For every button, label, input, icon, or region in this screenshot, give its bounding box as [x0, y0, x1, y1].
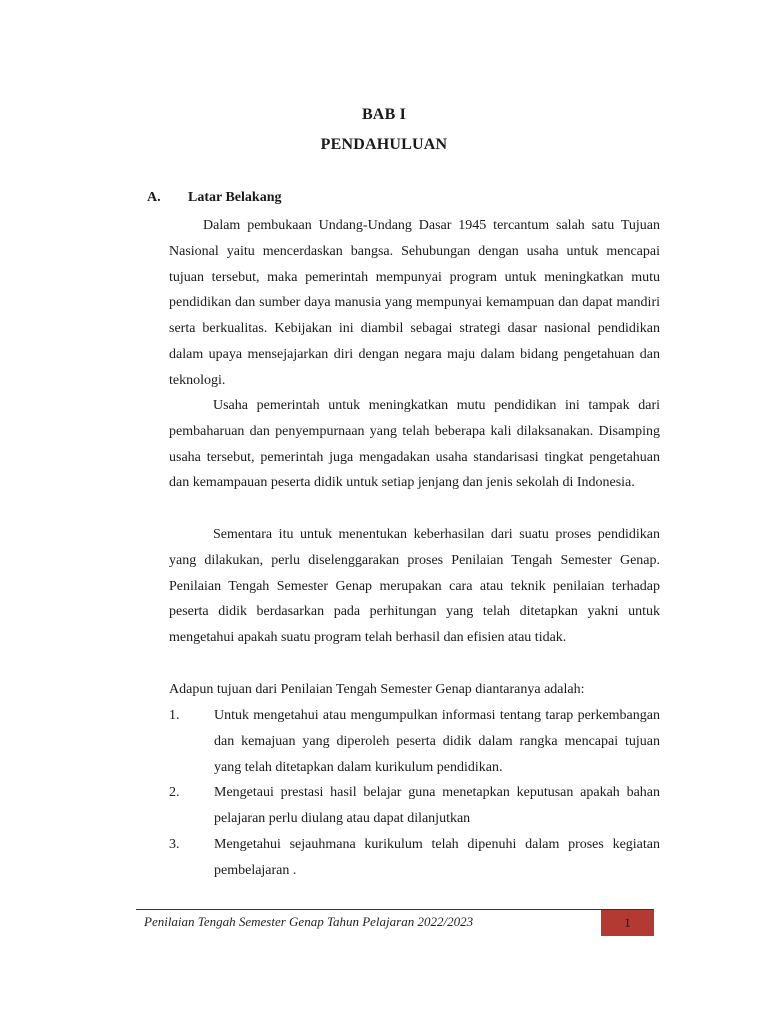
- paragraph: Sementara itu untuk menentukan keberhasilan dari suatu proses pendidikan yang dilakukan, perlu diselenggarakan proses Penilaian Tengah Semester Genap. Penilaian Tengah Semester Genap merupakan cara atau teknik penilaian terhadap peserta didik berdasarkan pada perhitungan yang telah ditetapkan yakni untuk mengetahui apakah suatu program telah berhasil dan efisien atau tidak.: [169, 527, 660, 646]
- list-number: 2.: [169, 785, 180, 801]
- footer-divider: [136, 909, 654, 910]
- section-heading: [147, 190, 281, 206]
- list-text: Mengetahui sejauhmana kurikulum telah dipenuhi dalam proses kegiatan pembelajaran .: [214, 836, 660, 878]
- list-number: 1.: [169, 708, 180, 723]
- paragraph: Dalam pembukaan Undang-Undang Dasar 1945 tercantum salah satu Tujuan Nasional yaitu mencerdaskan bangsa. Sehubungan dengan usaha untuk mencapai tujuan tersebut, maka pemerintah mempunyai program untuk meningkatkan mutu pendidikan dan sumber daya manusia yang mempunyai kemampuan dan dapat mandiri serta berkualitas. Kebijakan ini diambil sebagai strategi dasar nasional pendidikan dalam upaya mensejajarkan diri dengan negara maju dalam bidang pengetahuan dan teknologi.: [169, 218, 660, 388]
- list-item: [169, 703, 660, 780]
- section-letter: A.: [147, 190, 161, 205]
- paragraph-block: [169, 213, 660, 394]
- list-intro: Adapun tujuan dari Penilaian Tengah Semester Genap diantaranya adalah:: [169, 682, 585, 697]
- page-number: 1: [624, 915, 631, 930]
- paragraph-block: [169, 677, 660, 703]
- section-title: Latar Belakang: [188, 190, 282, 205]
- list-text: Mengetaui prestasi hasil belajar guna menetapkan keputusan apakah bahan pelajaran perlu diulang atau dapat dilanjutkan: [214, 785, 660, 827]
- paragraph: Usaha pemerintah untuk meningkatkan mutu pendidikan ini tampak dari pembaharuan dan penyempurnaan yang telah beberapa kali dilaksanakan. Disamping usaha tersebut, pemerintah juga mengadakan usaha standarisasi tingkat pengetahuan dan kemampauan peserta didik untuk setiap jenjang dan jenis sekolah di Indonesia.: [169, 398, 660, 491]
- list-number: 3.: [169, 836, 180, 852]
- paragraph-block: [169, 522, 660, 651]
- page-number-badge: [601, 910, 654, 936]
- list-text: Untuk mengetahui atau mengumpulkan informasi tentang tarap perkembangan dan kemajuan yang diperoleh peserta didik dalam rangka mencapai tujuan yang telah ditetapkan dalam kurikulum pendidikan.: [214, 708, 660, 775]
- list-item: [169, 780, 660, 832]
- paragraph-block: [169, 393, 660, 496]
- chapter-title: PENDAHULUAN: [320, 136, 448, 153]
- objectives-list: [169, 703, 660, 884]
- list-item: [169, 832, 660, 884]
- chapter-heading: BAB I: [361, 106, 407, 123]
- footer-text: Penilaian Tengah Semester Genap Tahun Pelajaran 2022/2023: [144, 914, 474, 929]
